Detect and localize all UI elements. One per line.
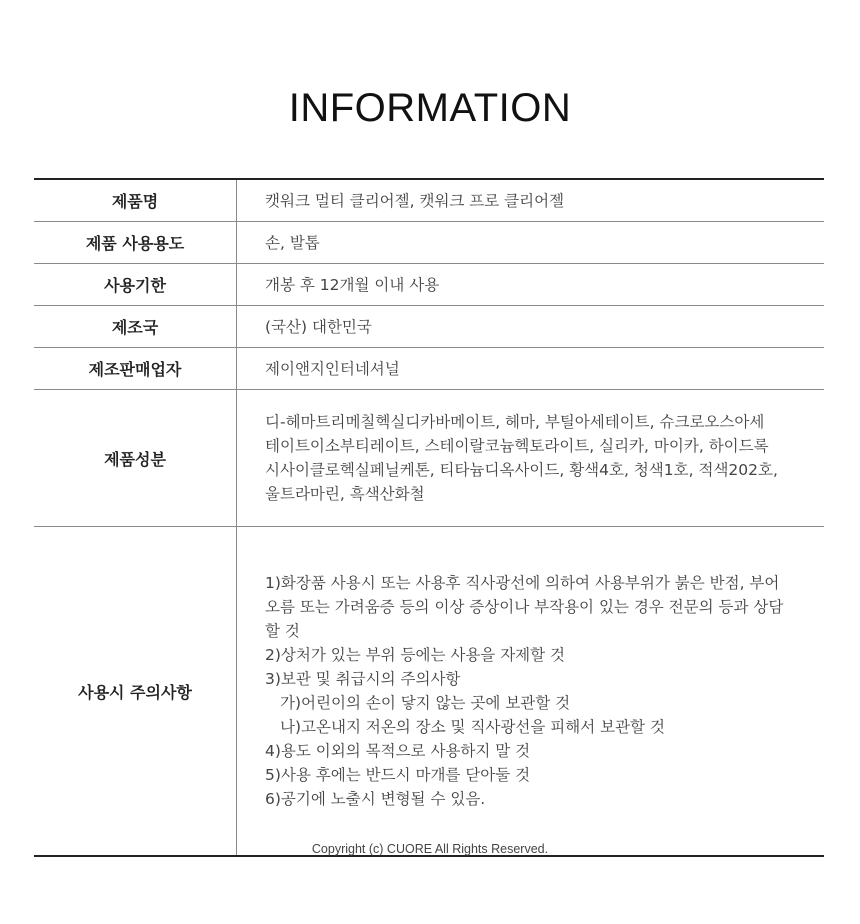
row-label-usage: 제품 사용용도 [34, 222, 237, 264]
table-row [34, 390, 824, 527]
row-value-product-name: 캣워크 멀티 클리어젤, 캣워크 프로 클리어젤 [237, 179, 825, 222]
row-value-manufacturer: 제이앤지인터네셔널 [237, 348, 825, 390]
row-value-ingredients [237, 390, 825, 527]
precaution-line: 5)사용 후에는 반드시 마개를 닫아둘 것 [265, 766, 531, 784]
row-value-country: (국산) 대한민국 [237, 306, 825, 348]
ingredients-line: 디-헤마트리메칠헥실디카바메이트, 헤마, 부틸아세테이트, 슈크로오스아세 [265, 413, 765, 431]
row-label-precautions: 사용시 주의사항 [34, 527, 237, 857]
table-row [34, 222, 824, 264]
precaution-subline: 가)어린이의 손이 닿지 않는 곳에 보관할 것 [280, 694, 571, 712]
precaution-line: 3)보관 및 취급시의 주의사항 [265, 670, 461, 688]
precaution-subline: 나)고온내지 저온의 장소 및 직사광선을 피해서 보관할 것 [280, 718, 665, 736]
copyright-footer: Copyright (c) CUORE All Rights Reserved. [311, 842, 549, 856]
precaution-line: 4)용도 이외의 목적으로 사용하지 말 것 [265, 742, 531, 760]
precaution-line: 할 것 [265, 622, 300, 640]
product-info-table [34, 178, 824, 857]
row-label-manufacturer: 제조판매업자 [34, 348, 237, 390]
ingredients-line: 테이트이소부티레이트, 스테이랄코늄헥토라이트, 실리카, 마이카, 하이드록 [265, 437, 769, 455]
table-row [34, 527, 824, 857]
ingredients-line: 시사이클로헥실페닐케톤, 티타늄디옥사이드, 황색4호, 청색1호, 적색202호, [265, 461, 778, 479]
row-label-product-name: 제품명 [34, 179, 237, 222]
precaution-line: 1)화장품 사용시 또는 사용후 직사광선에 의하여 사용부위가 붉은 반점, 부어 [265, 574, 780, 592]
row-value-expiry: 개봉 후 12개월 이내 사용 [237, 264, 825, 306]
precaution-line: 2)상처가 있는 부위 등에는 사용을 자제할 것 [265, 646, 566, 664]
row-value-usage: 손, 발톱 [237, 222, 825, 264]
page-title: INFORMATION [288, 86, 572, 130]
row-value-precautions [237, 527, 825, 857]
table-row [34, 264, 824, 306]
row-label-expiry: 사용기한 [34, 264, 237, 306]
row-label-ingredients: 제품성분 [34, 390, 237, 527]
table-row [34, 179, 824, 222]
precaution-line: 6)공기에 노출시 변형될 수 있음. [265, 790, 486, 808]
table-row [34, 306, 824, 348]
table-row [34, 348, 824, 390]
precaution-line: 오름 또는 가려움증 등의 이상 증상이나 부작용이 있는 경우 전문의 등과 상담 [265, 598, 784, 616]
row-label-country: 제조국 [34, 306, 237, 348]
ingredients-line: 울트라마린, 흑색산화철 [265, 485, 425, 503]
